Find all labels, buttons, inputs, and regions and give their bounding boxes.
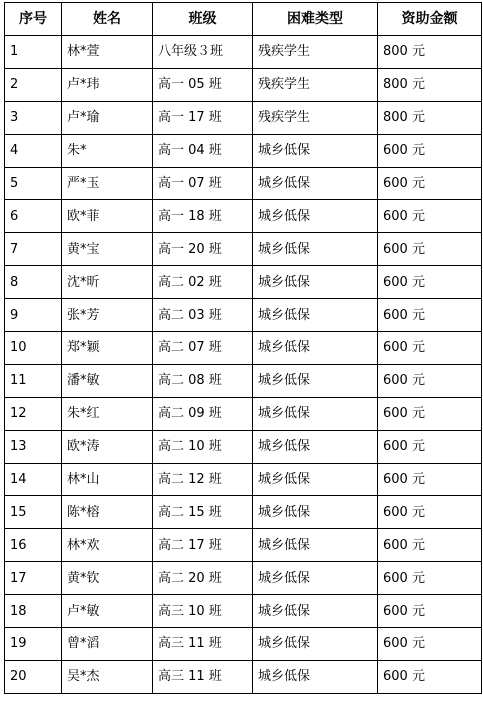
cell-class: 高二 15 班 xyxy=(153,496,253,529)
cell-name: 欧*菲 xyxy=(62,200,153,233)
cell-hardship-type: 城乡低保 xyxy=(253,364,378,397)
cell-aid-amount: 600 元 xyxy=(378,299,482,332)
cell-name: 曾*滔 xyxy=(62,628,153,661)
cell-hardship-type: 残疾学生 xyxy=(253,36,378,69)
cell-name: 吴*杰 xyxy=(62,660,153,693)
cell-class: 高二 17 班 xyxy=(153,529,253,562)
header-name: 姓名 xyxy=(62,3,153,36)
cell-aid-amount: 600 元 xyxy=(378,595,482,628)
table-row xyxy=(5,397,482,430)
header-index: 序号 xyxy=(5,3,62,36)
cell-name: 卢*玮 xyxy=(62,68,153,101)
table-row xyxy=(5,430,482,463)
cell-index: 11 xyxy=(5,364,62,397)
cell-name: 林*萱 xyxy=(62,36,153,69)
table-body xyxy=(5,36,482,694)
cell-index: 3 xyxy=(5,101,62,134)
cell-index: 15 xyxy=(5,496,62,529)
cell-aid-amount: 800 元 xyxy=(378,36,482,69)
cell-class: 八年级３班 xyxy=(153,36,253,69)
cell-name: 林*山 xyxy=(62,463,153,496)
cell-index: 14 xyxy=(5,463,62,496)
cell-aid-amount: 600 元 xyxy=(378,496,482,529)
cell-hardship-type: 城乡低保 xyxy=(253,332,378,365)
cell-class: 高一 17 班 xyxy=(153,101,253,134)
cell-aid-amount: 600 元 xyxy=(378,562,482,595)
cell-name: 严*玉 xyxy=(62,167,153,200)
table-row xyxy=(5,529,482,562)
cell-aid-amount: 600 元 xyxy=(378,660,482,693)
cell-class: 高三 10 班 xyxy=(153,595,253,628)
cell-hardship-type: 城乡低保 xyxy=(253,299,378,332)
cell-aid-amount: 800 元 xyxy=(378,68,482,101)
cell-hardship-type: 城乡低保 xyxy=(253,397,378,430)
cell-hardship-type: 残疾学生 xyxy=(253,101,378,134)
header-row xyxy=(5,3,482,36)
cell-hardship-type: 城乡低保 xyxy=(253,266,378,299)
cell-aid-amount: 600 元 xyxy=(378,266,482,299)
cell-name: 林*欢 xyxy=(62,529,153,562)
table-row xyxy=(5,364,482,397)
cell-index: 1 xyxy=(5,36,62,69)
table-header xyxy=(5,3,482,36)
cell-index: 13 xyxy=(5,430,62,463)
cell-hardship-type: 城乡低保 xyxy=(253,463,378,496)
cell-aid-amount: 600 元 xyxy=(378,364,482,397)
cell-name: 沈*昕 xyxy=(62,266,153,299)
cell-hardship-type: 城乡低保 xyxy=(253,595,378,628)
cell-class: 高二 08 班 xyxy=(153,364,253,397)
cell-index: 6 xyxy=(5,200,62,233)
cell-aid-amount: 600 元 xyxy=(378,332,482,365)
header-aid-amount: 资助金额 xyxy=(378,3,482,36)
cell-index: 20 xyxy=(5,660,62,693)
table-row xyxy=(5,562,482,595)
cell-name: 卢*敏 xyxy=(62,595,153,628)
table-row xyxy=(5,595,482,628)
cell-name: 郑*颖 xyxy=(62,332,153,365)
cell-index: 19 xyxy=(5,628,62,661)
cell-name: 陈*榕 xyxy=(62,496,153,529)
table-row xyxy=(5,660,482,693)
cell-index: 12 xyxy=(5,397,62,430)
cell-class: 高一 04 班 xyxy=(153,134,253,167)
header-class: 班级 xyxy=(153,3,253,36)
cell-name: 欧*涛 xyxy=(62,430,153,463)
cell-hardship-type: 城乡低保 xyxy=(253,134,378,167)
cell-index: 8 xyxy=(5,266,62,299)
cell-class: 高二 03 班 xyxy=(153,299,253,332)
table-row xyxy=(5,496,482,529)
cell-name: 黄*宝 xyxy=(62,233,153,266)
cell-index: 16 xyxy=(5,529,62,562)
cell-aid-amount: 600 元 xyxy=(378,233,482,266)
cell-name: 朱* xyxy=(62,134,153,167)
table-row xyxy=(5,68,482,101)
cell-class: 高二 10 班 xyxy=(153,430,253,463)
cell-name: 潘*敏 xyxy=(62,364,153,397)
cell-hardship-type: 城乡低保 xyxy=(253,200,378,233)
cell-name: 卢*瑜 xyxy=(62,101,153,134)
cell-index: 7 xyxy=(5,233,62,266)
cell-class: 高二 09 班 xyxy=(153,397,253,430)
cell-index: 2 xyxy=(5,68,62,101)
table-row xyxy=(5,200,482,233)
cell-index: 18 xyxy=(5,595,62,628)
cell-index: 5 xyxy=(5,167,62,200)
table-row xyxy=(5,167,482,200)
table-row xyxy=(5,628,482,661)
cell-name: 张*芳 xyxy=(62,299,153,332)
cell-aid-amount: 800 元 xyxy=(378,101,482,134)
table-row xyxy=(5,233,482,266)
cell-class: 高三 11 班 xyxy=(153,628,253,661)
cell-index: 9 xyxy=(5,299,62,332)
cell-hardship-type: 城乡低保 xyxy=(253,167,378,200)
cell-hardship-type: 城乡低保 xyxy=(253,233,378,266)
cell-class: 高一 20 班 xyxy=(153,233,253,266)
cell-hardship-type: 城乡低保 xyxy=(253,628,378,661)
table-row xyxy=(5,36,482,69)
table-row xyxy=(5,463,482,496)
header-hardship-type: 困难类型 xyxy=(253,3,378,36)
cell-name: 朱*红 xyxy=(62,397,153,430)
table-row xyxy=(5,134,482,167)
cell-hardship-type: 城乡低保 xyxy=(253,660,378,693)
cell-aid-amount: 600 元 xyxy=(378,397,482,430)
table-row xyxy=(5,266,482,299)
aid-recipients-table xyxy=(4,2,482,694)
cell-aid-amount: 600 元 xyxy=(378,628,482,661)
cell-aid-amount: 600 元 xyxy=(378,463,482,496)
cell-name: 黄*钦 xyxy=(62,562,153,595)
cell-aid-amount: 600 元 xyxy=(378,200,482,233)
table-row xyxy=(5,299,482,332)
cell-hardship-type: 城乡低保 xyxy=(253,562,378,595)
cell-class: 高二 12 班 xyxy=(153,463,253,496)
cell-class: 高二 02 班 xyxy=(153,266,253,299)
cell-hardship-type: 城乡低保 xyxy=(253,496,378,529)
cell-class: 高一 07 班 xyxy=(153,167,253,200)
cell-class: 高二 20 班 xyxy=(153,562,253,595)
cell-aid-amount: 600 元 xyxy=(378,430,482,463)
table-row xyxy=(5,332,482,365)
cell-hardship-type: 城乡低保 xyxy=(253,430,378,463)
cell-aid-amount: 600 元 xyxy=(378,134,482,167)
cell-class: 高一 18 班 xyxy=(153,200,253,233)
cell-aid-amount: 600 元 xyxy=(378,167,482,200)
cell-hardship-type: 城乡低保 xyxy=(253,529,378,562)
cell-index: 17 xyxy=(5,562,62,595)
cell-class: 高二 07 班 xyxy=(153,332,253,365)
cell-index: 10 xyxy=(5,332,62,365)
cell-index: 4 xyxy=(5,134,62,167)
cell-hardship-type: 残疾学生 xyxy=(253,68,378,101)
cell-class: 高三 11 班 xyxy=(153,660,253,693)
cell-aid-amount: 600 元 xyxy=(378,529,482,562)
cell-class: 高一 05 班 xyxy=(153,68,253,101)
table-row xyxy=(5,101,482,134)
